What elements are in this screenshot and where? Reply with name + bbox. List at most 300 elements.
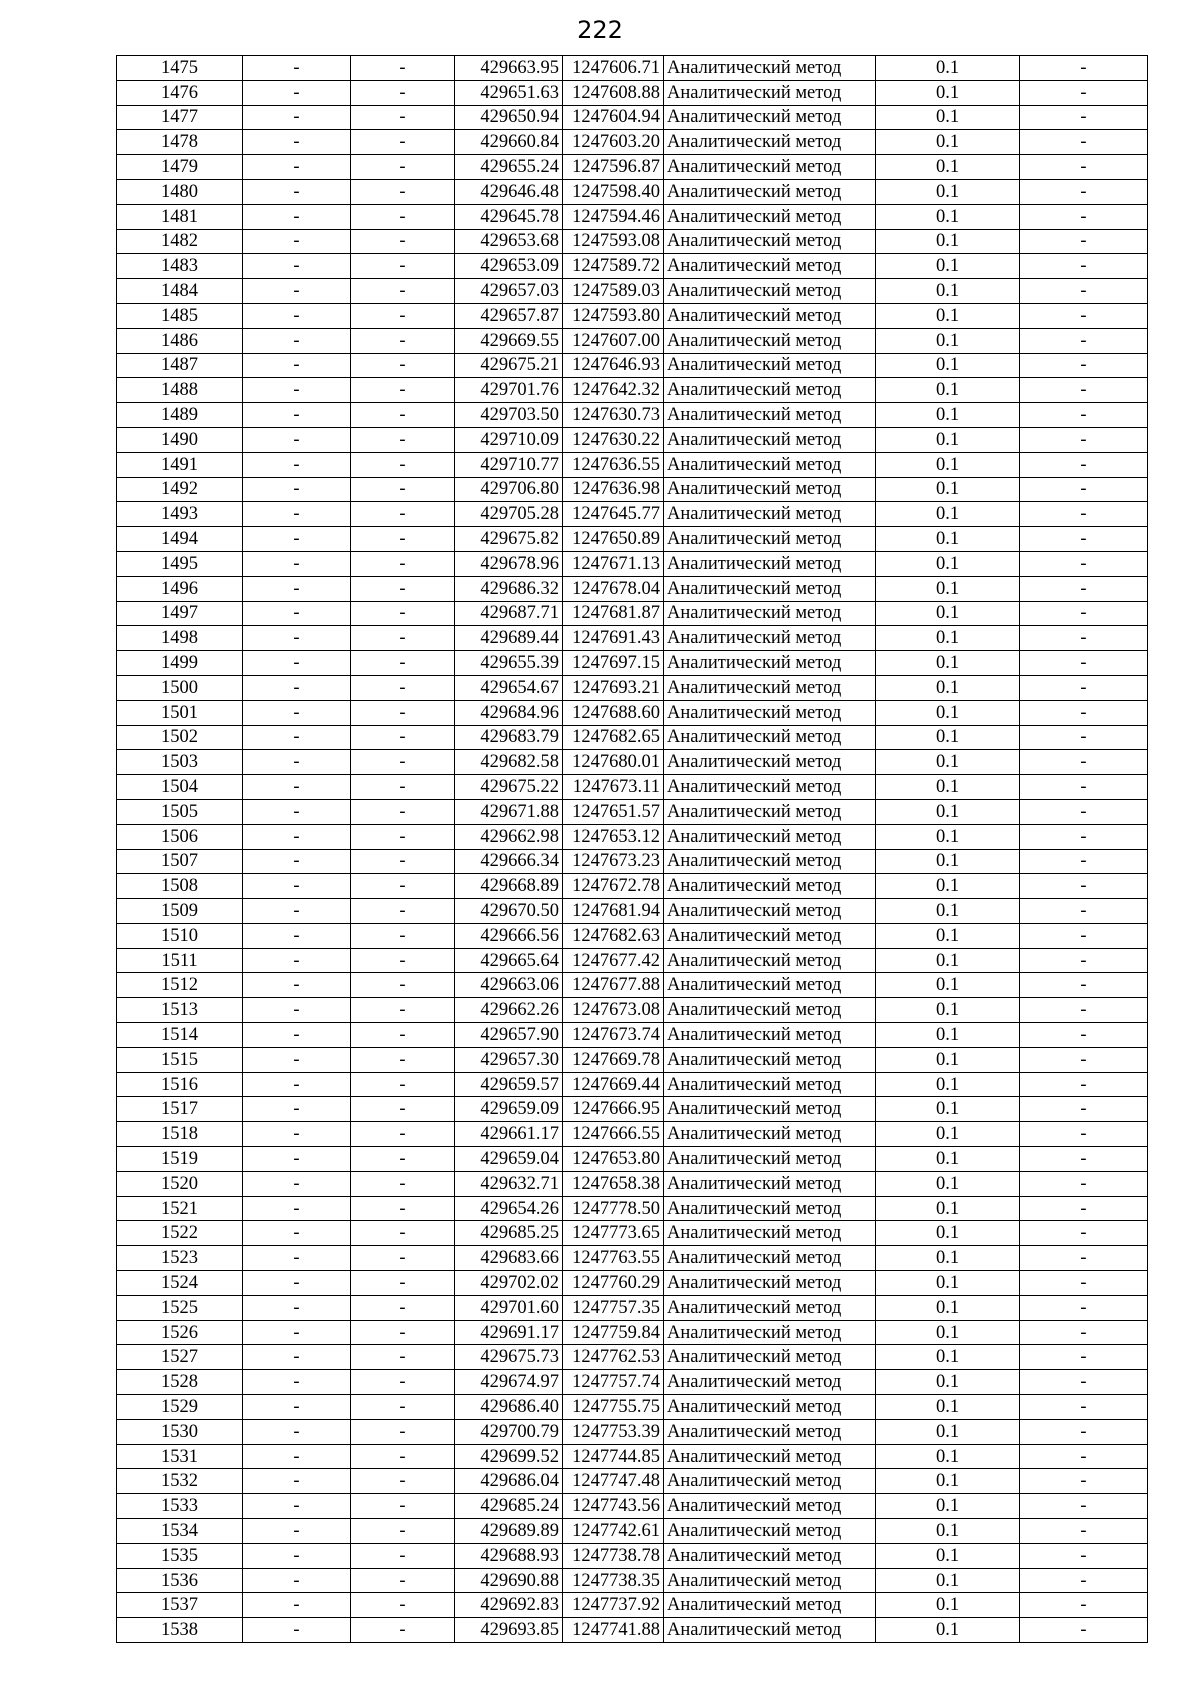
- table-row: [117, 626, 1148, 651]
- dash-cell-2: -: [351, 1047, 455, 1072]
- y-coordinate-cell: 1247651.57: [563, 799, 664, 824]
- dash-cell-3: -: [1020, 651, 1148, 676]
- dash-cell-2: -: [351, 303, 455, 328]
- method-cell: Аналитический метод: [664, 923, 876, 948]
- method-cell: Аналитический метод: [664, 1519, 876, 1544]
- table-row: [117, 1519, 1148, 1544]
- point-number-cell: 1487: [117, 353, 243, 378]
- x-coordinate-cell: 429675.21: [455, 353, 563, 378]
- dash-cell-1: -: [243, 1122, 351, 1147]
- dash-cell-2: -: [351, 1568, 455, 1593]
- dash-cell-2: -: [351, 1519, 455, 1544]
- dash-cell-3: -: [1020, 1370, 1148, 1395]
- dash-cell-1: -: [243, 1295, 351, 1320]
- dash-cell-2: -: [351, 626, 455, 651]
- accuracy-cell: 0.1: [876, 998, 1020, 1023]
- dash-cell-1: -: [243, 1444, 351, 1469]
- table-row: [117, 1023, 1148, 1048]
- table-row: [117, 923, 1148, 948]
- method-cell: Аналитический метод: [664, 1494, 876, 1519]
- y-coordinate-cell: 1247636.98: [563, 477, 664, 502]
- method-cell: Аналитический метод: [664, 1271, 876, 1296]
- table-row: [117, 1543, 1148, 1568]
- method-cell: Аналитический метод: [664, 477, 876, 502]
- x-coordinate-cell: 429682.58: [455, 750, 563, 775]
- dash-cell-2: -: [351, 1246, 455, 1271]
- dash-cell-1: -: [243, 1345, 351, 1370]
- dash-cell-3: -: [1020, 452, 1148, 477]
- method-cell: Аналитический метод: [664, 1469, 876, 1494]
- accuracy-cell: 0.1: [876, 1444, 1020, 1469]
- point-number-cell: 1493: [117, 502, 243, 527]
- y-coordinate-cell: 1247589.03: [563, 279, 664, 304]
- point-number-cell: 1506: [117, 824, 243, 849]
- accuracy-cell: 0.1: [876, 1023, 1020, 1048]
- point-number-cell: 1475: [117, 56, 243, 81]
- dash-cell-3: -: [1020, 80, 1148, 105]
- table-row: [117, 502, 1148, 527]
- method-cell: Аналитический метод: [664, 1072, 876, 1097]
- accuracy-cell: 0.1: [876, 502, 1020, 527]
- accuracy-cell: 0.1: [876, 1246, 1020, 1271]
- table-row: [117, 279, 1148, 304]
- table-row: [117, 403, 1148, 428]
- coordinates-table: [116, 55, 1148, 1643]
- y-coordinate-cell: 1247646.93: [563, 353, 664, 378]
- dash-cell-2: -: [351, 130, 455, 155]
- dash-cell-1: -: [243, 353, 351, 378]
- dash-cell-2: -: [351, 973, 455, 998]
- dash-cell-3: -: [1020, 1072, 1148, 1097]
- y-coordinate-cell: 1247645.77: [563, 502, 664, 527]
- x-coordinate-cell: 429683.66: [455, 1246, 563, 1271]
- dash-cell-2: -: [351, 923, 455, 948]
- table-row: [117, 1320, 1148, 1345]
- y-coordinate-cell: 1247669.78: [563, 1047, 664, 1072]
- dash-cell-3: -: [1020, 378, 1148, 403]
- point-number-cell: 1512: [117, 973, 243, 998]
- point-number-cell: 1480: [117, 179, 243, 204]
- table-row: [117, 1618, 1148, 1643]
- method-cell: Аналитический метод: [664, 626, 876, 651]
- y-coordinate-cell: 1247762.53: [563, 1345, 664, 1370]
- accuracy-cell: 0.1: [876, 799, 1020, 824]
- accuracy-cell: 0.1: [876, 775, 1020, 800]
- x-coordinate-cell: 429632.71: [455, 1171, 563, 1196]
- method-cell: Аналитический метод: [664, 849, 876, 874]
- dash-cell-3: -: [1020, 874, 1148, 899]
- method-cell: Аналитический метод: [664, 527, 876, 552]
- x-coordinate-cell: 429700.79: [455, 1419, 563, 1444]
- table-row: [117, 427, 1148, 452]
- dash-cell-1: -: [243, 576, 351, 601]
- x-coordinate-cell: 429655.39: [455, 651, 563, 676]
- point-number-cell: 1537: [117, 1593, 243, 1618]
- method-cell: Аналитический метод: [664, 254, 876, 279]
- dash-cell-2: -: [351, 403, 455, 428]
- table-row: [117, 254, 1148, 279]
- method-cell: Аналитический метод: [664, 1395, 876, 1420]
- dash-cell-2: -: [351, 799, 455, 824]
- method-cell: Аналитический метод: [664, 303, 876, 328]
- x-coordinate-cell: 429666.34: [455, 849, 563, 874]
- dash-cell-1: -: [243, 601, 351, 626]
- point-number-cell: 1490: [117, 427, 243, 452]
- dash-cell-3: -: [1020, 576, 1148, 601]
- dash-cell-3: -: [1020, 948, 1148, 973]
- dash-cell-3: -: [1020, 279, 1148, 304]
- dash-cell-3: -: [1020, 105, 1148, 130]
- dash-cell-1: -: [243, 1370, 351, 1395]
- method-cell: Аналитический метод: [664, 1171, 876, 1196]
- accuracy-cell: 0.1: [876, 1271, 1020, 1296]
- table-row: [117, 229, 1148, 254]
- dash-cell-3: -: [1020, 1171, 1148, 1196]
- dash-cell-3: -: [1020, 427, 1148, 452]
- dash-cell-1: -: [243, 923, 351, 948]
- dash-cell-3: -: [1020, 1593, 1148, 1618]
- point-number-cell: 1481: [117, 204, 243, 229]
- dash-cell-3: -: [1020, 1444, 1148, 1469]
- point-number-cell: 1505: [117, 799, 243, 824]
- accuracy-cell: 0.1: [876, 303, 1020, 328]
- x-coordinate-cell: 429689.44: [455, 626, 563, 651]
- dash-cell-2: -: [351, 601, 455, 626]
- point-number-cell: 1513: [117, 998, 243, 1023]
- x-coordinate-cell: 429663.06: [455, 973, 563, 998]
- dash-cell-3: -: [1020, 477, 1148, 502]
- dash-cell-3: -: [1020, 1122, 1148, 1147]
- dash-cell-3: -: [1020, 626, 1148, 651]
- table-row: [117, 204, 1148, 229]
- accuracy-cell: 0.1: [876, 1047, 1020, 1072]
- dash-cell-2: -: [351, 849, 455, 874]
- point-number-cell: 1499: [117, 651, 243, 676]
- point-number-cell: 1528: [117, 1370, 243, 1395]
- accuracy-cell: 0.1: [876, 1196, 1020, 1221]
- table-row: [117, 874, 1148, 899]
- dash-cell-2: -: [351, 576, 455, 601]
- point-number-cell: 1477: [117, 105, 243, 130]
- point-number-cell: 1489: [117, 403, 243, 428]
- accuracy-cell: 0.1: [876, 1097, 1020, 1122]
- y-coordinate-cell: 1247741.88: [563, 1618, 664, 1643]
- table-row: [117, 775, 1148, 800]
- accuracy-cell: 0.1: [876, 1171, 1020, 1196]
- x-coordinate-cell: 429675.73: [455, 1345, 563, 1370]
- table-row: [117, 452, 1148, 477]
- x-coordinate-cell: 429666.56: [455, 923, 563, 948]
- dash-cell-2: -: [351, 1618, 455, 1643]
- y-coordinate-cell: 1247677.88: [563, 973, 664, 998]
- y-coordinate-cell: 1247658.38: [563, 1171, 664, 1196]
- dash-cell-3: -: [1020, 1494, 1148, 1519]
- dash-cell-3: -: [1020, 998, 1148, 1023]
- dash-cell-2: -: [351, 279, 455, 304]
- dash-cell-3: -: [1020, 1419, 1148, 1444]
- dash-cell-1: -: [243, 849, 351, 874]
- dash-cell-2: -: [351, 1593, 455, 1618]
- method-cell: Аналитический метод: [664, 799, 876, 824]
- dash-cell-2: -: [351, 1196, 455, 1221]
- dash-cell-1: -: [243, 824, 351, 849]
- table-row: [117, 725, 1148, 750]
- x-coordinate-cell: 429686.32: [455, 576, 563, 601]
- y-coordinate-cell: 1247650.89: [563, 527, 664, 552]
- y-coordinate-cell: 1247636.55: [563, 452, 664, 477]
- x-coordinate-cell: 429692.83: [455, 1593, 563, 1618]
- table-row: [117, 1246, 1148, 1271]
- dash-cell-2: -: [351, 1494, 455, 1519]
- dash-cell-1: -: [243, 551, 351, 576]
- dash-cell-2: -: [351, 105, 455, 130]
- page-number: 222: [577, 16, 623, 44]
- accuracy-cell: 0.1: [876, 1320, 1020, 1345]
- table-row: [117, 1196, 1148, 1221]
- point-number-cell: 1495: [117, 551, 243, 576]
- dash-cell-2: -: [351, 675, 455, 700]
- table-row: [117, 527, 1148, 552]
- dash-cell-3: -: [1020, 1519, 1148, 1544]
- table-row: [117, 378, 1148, 403]
- dash-cell-3: -: [1020, 1543, 1148, 1568]
- dash-cell-1: -: [243, 1568, 351, 1593]
- dash-cell-1: -: [243, 403, 351, 428]
- point-number-cell: 1531: [117, 1444, 243, 1469]
- dash-cell-1: -: [243, 502, 351, 527]
- dash-cell-3: -: [1020, 700, 1148, 725]
- accuracy-cell: 0.1: [876, 849, 1020, 874]
- y-coordinate-cell: 1247759.84: [563, 1320, 664, 1345]
- x-coordinate-cell: 429688.93: [455, 1543, 563, 1568]
- dash-cell-2: -: [351, 1370, 455, 1395]
- dash-cell-2: -: [351, 254, 455, 279]
- method-cell: Аналитический метод: [664, 1370, 876, 1395]
- table-row: [117, 1097, 1148, 1122]
- method-cell: Аналитический метод: [664, 1568, 876, 1593]
- accuracy-cell: 0.1: [876, 973, 1020, 998]
- dash-cell-2: -: [351, 1221, 455, 1246]
- dash-cell-3: -: [1020, 1097, 1148, 1122]
- dash-cell-2: -: [351, 328, 455, 353]
- accuracy-cell: 0.1: [876, 601, 1020, 626]
- accuracy-cell: 0.1: [876, 1419, 1020, 1444]
- y-coordinate-cell: 1247604.94: [563, 105, 664, 130]
- method-cell: Аналитический метод: [664, 179, 876, 204]
- x-coordinate-cell: 429657.90: [455, 1023, 563, 1048]
- method-cell: Аналитический метод: [664, 1444, 876, 1469]
- method-cell: Аналитический метод: [664, 279, 876, 304]
- table-row: [117, 700, 1148, 725]
- y-coordinate-cell: 1247682.65: [563, 725, 664, 750]
- method-cell: Аналитический метод: [664, 824, 876, 849]
- dash-cell-1: -: [243, 1618, 351, 1643]
- point-number-cell: 1520: [117, 1171, 243, 1196]
- dash-cell-3: -: [1020, 403, 1148, 428]
- dash-cell-1: -: [243, 155, 351, 180]
- dash-cell-3: -: [1020, 601, 1148, 626]
- y-coordinate-cell: 1247673.23: [563, 849, 664, 874]
- method-cell: Аналитический метод: [664, 700, 876, 725]
- dash-cell-1: -: [243, 775, 351, 800]
- dash-cell-1: -: [243, 1047, 351, 1072]
- dash-cell-2: -: [351, 1147, 455, 1172]
- x-coordinate-cell: 429684.96: [455, 700, 563, 725]
- accuracy-cell: 0.1: [876, 923, 1020, 948]
- x-coordinate-cell: 429683.79: [455, 725, 563, 750]
- accuracy-cell: 0.1: [876, 427, 1020, 452]
- table-row: [117, 1345, 1148, 1370]
- dash-cell-1: -: [243, 1395, 351, 1420]
- y-coordinate-cell: 1247630.22: [563, 427, 664, 452]
- accuracy-cell: 0.1: [876, 353, 1020, 378]
- method-cell: Аналитический метод: [664, 1593, 876, 1618]
- method-cell: Аналитический метод: [664, 601, 876, 626]
- x-coordinate-cell: 429671.88: [455, 799, 563, 824]
- y-coordinate-cell: 1247596.87: [563, 155, 664, 180]
- method-cell: Аналитический метод: [664, 328, 876, 353]
- table-row: [117, 551, 1148, 576]
- method-cell: Аналитический метод: [664, 1295, 876, 1320]
- point-number-cell: 1519: [117, 1147, 243, 1172]
- y-coordinate-cell: 1247673.08: [563, 998, 664, 1023]
- point-number-cell: 1482: [117, 229, 243, 254]
- dash-cell-1: -: [243, 328, 351, 353]
- dash-cell-1: -: [243, 378, 351, 403]
- x-coordinate-cell: 429710.09: [455, 427, 563, 452]
- dash-cell-2: -: [351, 1345, 455, 1370]
- method-cell: Аналитический метод: [664, 725, 876, 750]
- table-row: [117, 1271, 1148, 1296]
- y-coordinate-cell: 1247757.74: [563, 1370, 664, 1395]
- accuracy-cell: 0.1: [876, 1072, 1020, 1097]
- y-coordinate-cell: 1247757.35: [563, 1295, 664, 1320]
- dash-cell-1: -: [243, 651, 351, 676]
- point-number-cell: 1530: [117, 1419, 243, 1444]
- table-row: [117, 1122, 1148, 1147]
- accuracy-cell: 0.1: [876, 824, 1020, 849]
- method-cell: Аналитический метод: [664, 973, 876, 998]
- accuracy-cell: 0.1: [876, 1370, 1020, 1395]
- x-coordinate-cell: 429693.85: [455, 1618, 563, 1643]
- accuracy-cell: 0.1: [876, 725, 1020, 750]
- dash-cell-1: -: [243, 527, 351, 552]
- dash-cell-2: -: [351, 1320, 455, 1345]
- y-coordinate-cell: 1247669.44: [563, 1072, 664, 1097]
- method-cell: Аналитический метод: [664, 155, 876, 180]
- dash-cell-3: -: [1020, 1271, 1148, 1296]
- x-coordinate-cell: 429660.84: [455, 130, 563, 155]
- point-number-cell: 1514: [117, 1023, 243, 1048]
- dash-cell-3: -: [1020, 502, 1148, 527]
- point-number-cell: 1484: [117, 279, 243, 304]
- accuracy-cell: 0.1: [876, 750, 1020, 775]
- method-cell: Аналитический метод: [664, 1345, 876, 1370]
- x-coordinate-cell: 429710.77: [455, 452, 563, 477]
- dash-cell-3: -: [1020, 923, 1148, 948]
- accuracy-cell: 0.1: [876, 626, 1020, 651]
- x-coordinate-cell: 429651.63: [455, 80, 563, 105]
- method-cell: Аналитический метод: [664, 1221, 876, 1246]
- dash-cell-1: -: [243, 56, 351, 81]
- x-coordinate-cell: 429685.25: [455, 1221, 563, 1246]
- x-coordinate-cell: 429654.67: [455, 675, 563, 700]
- y-coordinate-cell: 1247773.65: [563, 1221, 664, 1246]
- method-cell: Аналитический метод: [664, 353, 876, 378]
- dash-cell-2: -: [351, 80, 455, 105]
- accuracy-cell: 0.1: [876, 551, 1020, 576]
- accuracy-cell: 0.1: [876, 651, 1020, 676]
- accuracy-cell: 0.1: [876, 155, 1020, 180]
- x-coordinate-cell: 429670.50: [455, 899, 563, 924]
- point-number-cell: 1478: [117, 130, 243, 155]
- method-cell: Аналитический метод: [664, 750, 876, 775]
- point-number-cell: 1479: [117, 155, 243, 180]
- x-coordinate-cell: 429657.30: [455, 1047, 563, 1072]
- accuracy-cell: 0.1: [876, 527, 1020, 552]
- point-number-cell: 1485: [117, 303, 243, 328]
- dash-cell-2: -: [351, 1444, 455, 1469]
- dash-cell-2: -: [351, 1023, 455, 1048]
- dash-cell-2: -: [351, 527, 455, 552]
- method-cell: Аналитический метод: [664, 1023, 876, 1048]
- method-cell: Аналитический метод: [664, 1419, 876, 1444]
- x-coordinate-cell: 429654.26: [455, 1196, 563, 1221]
- x-coordinate-cell: 429669.55: [455, 328, 563, 353]
- point-number-cell: 1509: [117, 899, 243, 924]
- method-cell: Аналитический метод: [664, 452, 876, 477]
- table-row: [117, 576, 1148, 601]
- accuracy-cell: 0.1: [876, 1345, 1020, 1370]
- y-coordinate-cell: 1247653.80: [563, 1147, 664, 1172]
- dash-cell-1: -: [243, 1171, 351, 1196]
- point-number-cell: 1497: [117, 601, 243, 626]
- accuracy-cell: 0.1: [876, 452, 1020, 477]
- y-coordinate-cell: 1247681.94: [563, 899, 664, 924]
- table-row: [117, 601, 1148, 626]
- dash-cell-1: -: [243, 427, 351, 452]
- y-coordinate-cell: 1247630.73: [563, 403, 664, 428]
- y-coordinate-cell: 1247697.15: [563, 651, 664, 676]
- x-coordinate-cell: 429675.22: [455, 775, 563, 800]
- method-cell: Аналитический метод: [664, 651, 876, 676]
- accuracy-cell: 0.1: [876, 1395, 1020, 1420]
- accuracy-cell: 0.1: [876, 254, 1020, 279]
- x-coordinate-cell: 429702.02: [455, 1271, 563, 1296]
- point-number-cell: 1508: [117, 874, 243, 899]
- dash-cell-1: -: [243, 1593, 351, 1618]
- method-cell: Аналитический метод: [664, 229, 876, 254]
- x-coordinate-cell: 429659.09: [455, 1097, 563, 1122]
- dash-cell-2: -: [351, 899, 455, 924]
- accuracy-cell: 0.1: [876, 1543, 1020, 1568]
- dash-cell-3: -: [1020, 1047, 1148, 1072]
- table-row: [117, 1221, 1148, 1246]
- x-coordinate-cell: 429659.57: [455, 1072, 563, 1097]
- accuracy-cell: 0.1: [876, 675, 1020, 700]
- dash-cell-2: -: [351, 874, 455, 899]
- accuracy-cell: 0.1: [876, 328, 1020, 353]
- point-number-cell: 1510: [117, 923, 243, 948]
- y-coordinate-cell: 1247673.74: [563, 1023, 664, 1048]
- table-row: [117, 948, 1148, 973]
- dash-cell-3: -: [1020, 155, 1148, 180]
- method-cell: Аналитический метод: [664, 378, 876, 403]
- dash-cell-1: -: [243, 626, 351, 651]
- point-number-cell: 1532: [117, 1469, 243, 1494]
- accuracy-cell: 0.1: [876, 1568, 1020, 1593]
- table-row: [117, 824, 1148, 849]
